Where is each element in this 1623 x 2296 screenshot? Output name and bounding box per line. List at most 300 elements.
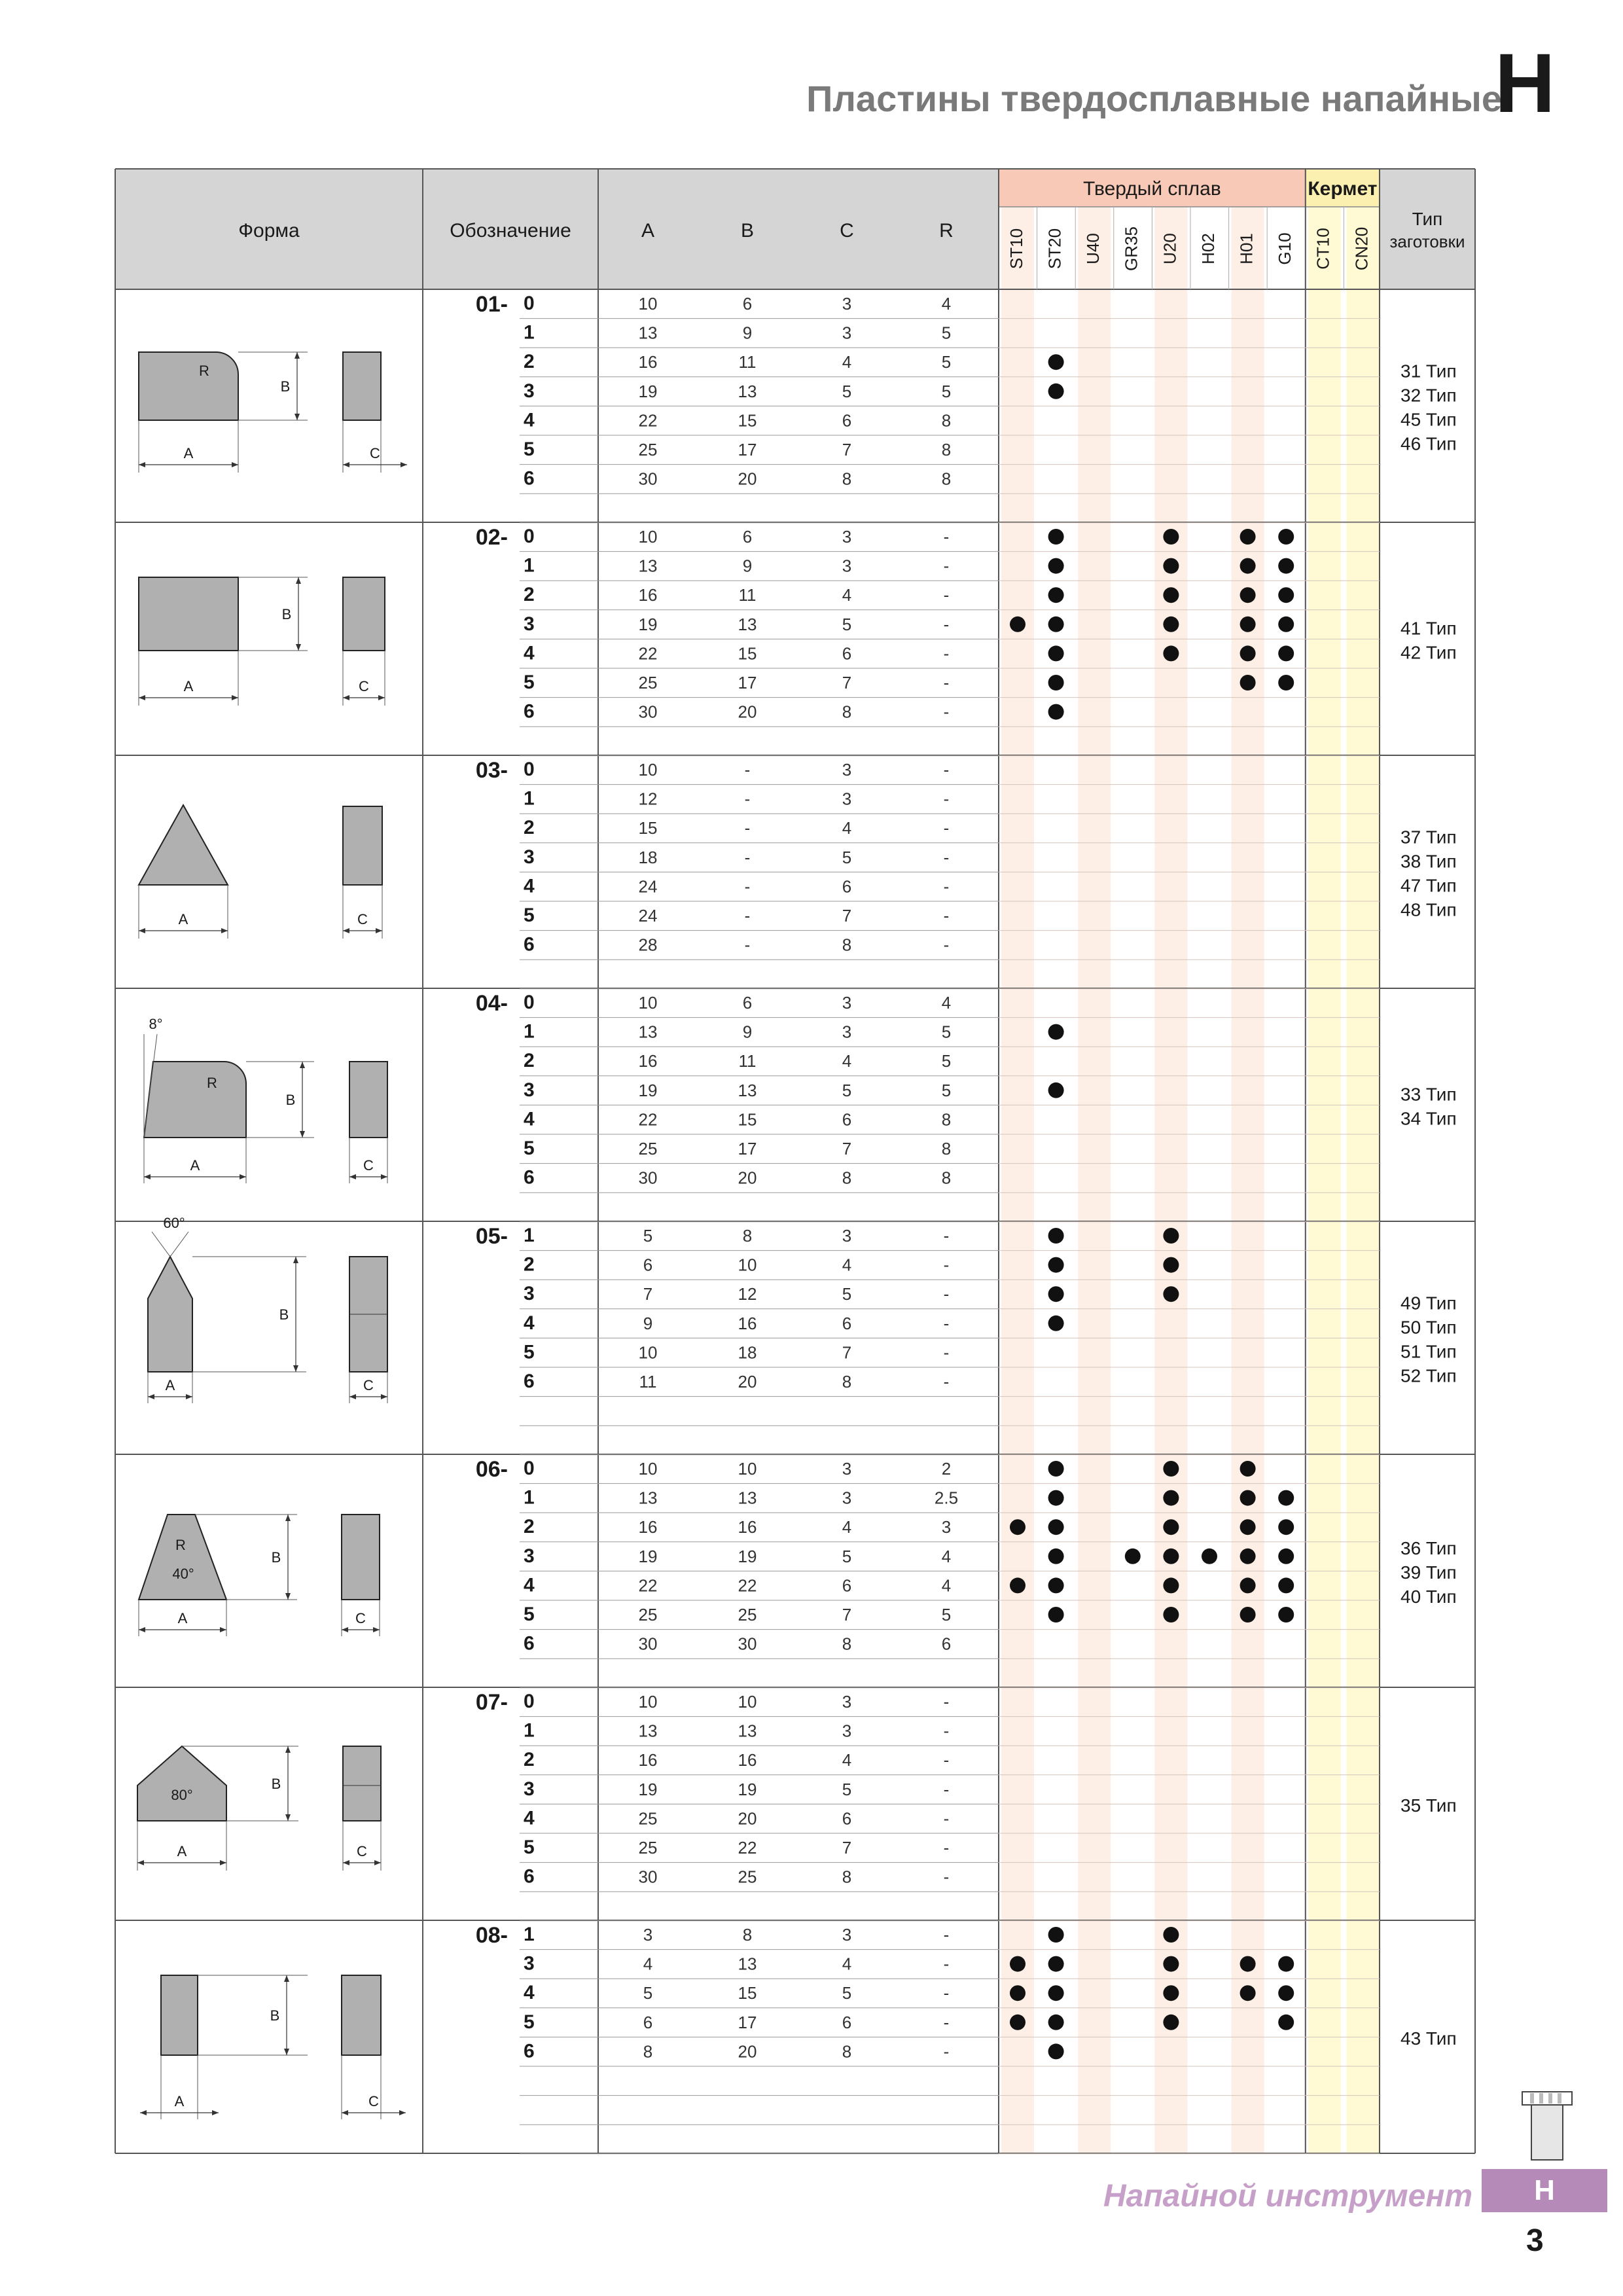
dim-arrow bbox=[294, 414, 300, 420]
blank-type: 34 Тип bbox=[1400, 1108, 1457, 1129]
availability-dot-u20 bbox=[1163, 558, 1179, 574]
header-type-2: заготовки bbox=[1389, 232, 1465, 251]
availability-dot-st20 bbox=[1048, 1985, 1064, 2001]
dim-arrow bbox=[212, 2110, 219, 2115]
dim-value-r: 4 bbox=[941, 294, 952, 314]
dim-value-r: - bbox=[943, 1925, 950, 1945]
availability-dot-u20 bbox=[1163, 645, 1179, 661]
table-row bbox=[524, 1807, 949, 1829]
dim-value-a: 10 bbox=[638, 527, 658, 547]
angle-label: 40° bbox=[172, 1566, 194, 1582]
dim-value-b: 17 bbox=[738, 2012, 757, 2032]
dim-value-c: 7 bbox=[842, 1838, 852, 1857]
table-row bbox=[524, 1866, 949, 1888]
dim-arrow bbox=[220, 1627, 226, 1632]
insert-drawing-01 bbox=[139, 352, 407, 473]
dim-value-c: 4 bbox=[842, 1954, 852, 1974]
row-number: 1 bbox=[524, 1486, 535, 1509]
grade-column-tint bbox=[1308, 207, 1341, 2153]
header-grade-gr35: GR35 bbox=[1121, 226, 1141, 271]
availability-dot-u20 bbox=[1163, 2015, 1179, 2030]
dim-value-c: 7 bbox=[842, 1342, 852, 1363]
table-row bbox=[524, 1458, 1256, 1479]
dim-value-c: 8 bbox=[842, 935, 852, 955]
dim-arrow bbox=[378, 695, 385, 700]
availability-dot-gr35 bbox=[1125, 1549, 1141, 1564]
insert-top-view bbox=[161, 1975, 198, 2055]
table-row bbox=[524, 1691, 949, 1712]
blank-type: 39 Тип bbox=[1400, 1562, 1457, 1583]
dim-value-c: 5 bbox=[842, 1080, 852, 1100]
dim-label: C bbox=[359, 678, 369, 694]
blank-type: 38 Тип bbox=[1400, 851, 1457, 872]
dim-arrow bbox=[401, 462, 407, 467]
tool-head bbox=[1522, 2092, 1572, 2105]
row-number: 6 bbox=[524, 933, 535, 956]
angle-label: 8° bbox=[149, 1016, 163, 1032]
dim-value-b: 22 bbox=[738, 1838, 757, 1857]
header-grade-st20: ST20 bbox=[1044, 228, 1065, 270]
angle-reference-line bbox=[170, 1232, 188, 1257]
dim-value-r: 2 bbox=[941, 1459, 952, 1479]
dim-value-c: 6 bbox=[842, 643, 852, 664]
dim-value-a: 3 bbox=[643, 1925, 653, 1945]
dim-value-b: 15 bbox=[738, 1983, 757, 2003]
availability-dot-st20 bbox=[1048, 529, 1064, 545]
dim-arrow bbox=[148, 1394, 154, 1399]
dim-value-r: 4 bbox=[941, 1575, 952, 1596]
header-grade-st10: ST10 bbox=[1006, 228, 1026, 270]
row-number: 2 bbox=[524, 1516, 535, 1538]
designation-prefix: 07- bbox=[475, 1690, 508, 1715]
availability-dot-st20 bbox=[1048, 1607, 1064, 1623]
dim-value-a: 22 bbox=[638, 410, 658, 431]
dim-value-c: 8 bbox=[842, 1867, 852, 1887]
dim-value-b: 9 bbox=[742, 1022, 753, 1042]
header-grade-g10: G10 bbox=[1275, 232, 1295, 265]
dim-value-c: 8 bbox=[842, 1634, 852, 1654]
dim-value-r: - bbox=[943, 1954, 950, 1974]
dim-value-b: - bbox=[744, 818, 751, 838]
availability-dot-st20 bbox=[1048, 1577, 1064, 1593]
dim-value-r: - bbox=[943, 2041, 950, 2062]
dim-value-b: 16 bbox=[738, 1517, 757, 1537]
row-number: 4 bbox=[524, 1807, 535, 1829]
dim-value-b: - bbox=[744, 906, 751, 925]
dim-value-b: 11 bbox=[738, 352, 757, 372]
insert-side-view bbox=[343, 806, 382, 885]
availability-dot-st20 bbox=[1048, 354, 1064, 370]
table-row bbox=[524, 1633, 951, 1655]
dim-arrow bbox=[285, 1746, 291, 1753]
row-number: 3 bbox=[524, 1778, 535, 1800]
blank-type: 36 Тип bbox=[1400, 1538, 1457, 1558]
availability-dot-h01 bbox=[1240, 1985, 1256, 2001]
dim-value-b: 18 bbox=[738, 1342, 757, 1363]
row-number: 3 bbox=[524, 846, 535, 868]
dim-value-a: 16 bbox=[638, 352, 658, 372]
dim-arrow bbox=[373, 1627, 380, 1632]
dim-value-r: - bbox=[943, 1721, 950, 1741]
page-title: Пластины твердосплавные напайные bbox=[806, 78, 1502, 119]
availability-dot-st20 bbox=[1048, 1228, 1064, 1244]
dim-label: A bbox=[183, 678, 194, 694]
insert-side-view bbox=[343, 352, 381, 420]
dim-value-b: 13 bbox=[738, 381, 757, 401]
header-grade-ct10: CT10 bbox=[1313, 228, 1333, 270]
dim-value-a: 8 bbox=[643, 2041, 653, 2062]
row-number: 6 bbox=[524, 1632, 535, 1655]
row-number: 5 bbox=[524, 905, 535, 926]
dim-value-r: - bbox=[943, 2012, 950, 2032]
availability-dot-g10 bbox=[1278, 1549, 1294, 1564]
header-cermet: Кермет bbox=[1308, 178, 1378, 200]
dim-value-c: 7 bbox=[842, 440, 852, 459]
dim-value-a: 16 bbox=[638, 1517, 658, 1537]
blank-type: 47 Тип bbox=[1400, 875, 1457, 896]
dim-value-c: 4 bbox=[842, 818, 852, 838]
dim-arrow bbox=[144, 1174, 151, 1179]
availability-dot-g10 bbox=[1278, 1956, 1294, 1972]
row-number: 1 bbox=[524, 1924, 535, 1945]
availability-dot-h01 bbox=[1240, 675, 1256, 691]
blank-type: 52 Тип bbox=[1400, 1365, 1457, 1386]
blank-type: 37 Тип bbox=[1400, 827, 1457, 848]
radius-label: R bbox=[207, 1075, 217, 1091]
table-row bbox=[524, 701, 1064, 723]
insert-top-view bbox=[139, 805, 228, 885]
availability-dot-g10 bbox=[1278, 1519, 1294, 1535]
table-row bbox=[524, 1749, 949, 1770]
tool-tooth bbox=[1548, 2093, 1552, 2104]
dim-arrow bbox=[293, 1365, 298, 1372]
radius-label: R bbox=[175, 1537, 186, 1553]
dim-value-r: 8 bbox=[941, 469, 952, 489]
row-number: 5 bbox=[524, 2011, 535, 2033]
availability-dot-h01 bbox=[1240, 1956, 1256, 1972]
insert-top-view bbox=[139, 352, 238, 420]
table-row bbox=[524, 1720, 949, 1742]
row-number: 2 bbox=[524, 817, 535, 839]
row-number: 0 bbox=[524, 992, 535, 1013]
blank-type: 32 Тип bbox=[1400, 385, 1457, 406]
dim-value-c: 8 bbox=[842, 1168, 852, 1188]
availability-dot-st20 bbox=[1048, 1956, 1064, 1972]
radius-label: R bbox=[199, 363, 209, 379]
availability-dot-u20 bbox=[1163, 1257, 1179, 1273]
dim-arrow bbox=[232, 695, 238, 700]
dim-value-a: 25 bbox=[638, 440, 658, 459]
dim-value-b: 6 bbox=[742, 527, 753, 547]
dim-value-c: 5 bbox=[842, 1284, 852, 1304]
header-dim-r: R bbox=[939, 220, 954, 242]
dim-value-a: 22 bbox=[638, 1575, 658, 1596]
dim-value-c: 4 bbox=[842, 585, 852, 605]
dim-value-c: 8 bbox=[842, 1372, 852, 1391]
dim-value-r: 5 bbox=[941, 352, 952, 372]
dim-value-b: 9 bbox=[742, 556, 753, 576]
dim-value-c: 6 bbox=[842, 1575, 852, 1596]
dim-label: A bbox=[190, 1157, 200, 1174]
row-number: 5 bbox=[524, 1341, 535, 1363]
dim-arrow bbox=[381, 1174, 387, 1179]
dim-value-c: 6 bbox=[842, 2012, 852, 2032]
availability-dot-st20 bbox=[1048, 675, 1064, 691]
dim-value-c: 6 bbox=[842, 876, 852, 897]
dim-value-c: 5 bbox=[842, 1779, 852, 1799]
dim-value-r: - bbox=[943, 614, 950, 634]
dim-value-b: 10 bbox=[738, 1459, 757, 1479]
availability-dot-st20 bbox=[1048, 1461, 1064, 1477]
dim-value-r: - bbox=[943, 1808, 950, 1829]
designation-prefix: 03- bbox=[475, 758, 508, 783]
insert-drawing-04 bbox=[144, 1016, 387, 1183]
dim-value-c: 3 bbox=[842, 1022, 852, 1042]
dim-value-r: - bbox=[943, 1226, 950, 1246]
row-number: 0 bbox=[524, 293, 535, 314]
dim-arrow bbox=[300, 1131, 305, 1138]
dim-value-b: 15 bbox=[738, 410, 757, 431]
insert-top-view bbox=[144, 1062, 246, 1138]
dim-arrow bbox=[186, 1394, 192, 1399]
dim-value-b: 17 bbox=[738, 1139, 757, 1158]
row-number: 5 bbox=[524, 439, 535, 460]
row-number: 1 bbox=[524, 787, 535, 810]
designation-prefix: 05- bbox=[475, 1224, 508, 1249]
availability-dot-st20 bbox=[1048, 587, 1064, 603]
dim-value-c: 3 bbox=[842, 1692, 852, 1712]
insert-drawing-08 bbox=[140, 1975, 406, 2119]
dim-value-a: 19 bbox=[638, 381, 658, 401]
dim-value-c: 8 bbox=[842, 702, 852, 722]
dim-value-c: 3 bbox=[842, 1488, 852, 1508]
availability-dot-h01 bbox=[1240, 617, 1256, 632]
dim-label: A bbox=[165, 1377, 175, 1393]
dim-value-a: 24 bbox=[638, 906, 658, 925]
dim-value-b: 13 bbox=[738, 1954, 757, 1974]
dim-value-b: 10 bbox=[738, 1692, 757, 1712]
dim-value-c: 3 bbox=[842, 1459, 852, 1479]
table-row bbox=[524, 1778, 949, 1800]
availability-dot-u20 bbox=[1163, 1286, 1179, 1302]
dim-value-b: - bbox=[744, 760, 751, 780]
blank-type: 31 Тип bbox=[1400, 361, 1457, 382]
dim-value-a: 10 bbox=[638, 294, 658, 314]
dim-arrow bbox=[285, 1593, 291, 1600]
availability-dot-g10 bbox=[1278, 587, 1294, 603]
header-grade-cn20: CN20 bbox=[1351, 226, 1372, 271]
availability-dot-u20 bbox=[1163, 587, 1179, 603]
dim-arrow bbox=[140, 2110, 147, 2115]
dim-arrow bbox=[221, 928, 228, 933]
tool-tooth bbox=[1558, 2093, 1561, 2104]
designation-prefix: 06- bbox=[475, 1457, 508, 1482]
dim-value-c: 4 bbox=[842, 1255, 852, 1275]
table-row bbox=[524, 934, 949, 956]
insert-top-view bbox=[139, 577, 238, 651]
dim-value-a: 10 bbox=[638, 993, 658, 1013]
dim-value-b: 15 bbox=[738, 1109, 757, 1130]
dim-arrow bbox=[381, 1394, 387, 1399]
dim-value-b: 20 bbox=[738, 469, 757, 489]
dim-value-r: 5 bbox=[941, 323, 952, 343]
header-forma: Форма bbox=[238, 220, 300, 242]
row-number: 6 bbox=[524, 1166, 535, 1189]
dim-label: C bbox=[357, 1843, 367, 1859]
dim-value-b: 30 bbox=[738, 1634, 757, 1654]
group-08 bbox=[115, 1923, 1475, 2154]
dim-label: A bbox=[174, 2093, 185, 2109]
dim-value-r: - bbox=[943, 760, 950, 780]
availability-dot-g10 bbox=[1278, 645, 1294, 661]
insert-side-view bbox=[342, 1515, 380, 1600]
dim-value-b: - bbox=[744, 935, 751, 955]
row-number: 4 bbox=[524, 409, 535, 431]
table-row bbox=[524, 439, 951, 460]
dim-value-r: 8 bbox=[941, 410, 952, 431]
table-row bbox=[524, 788, 949, 810]
dim-value-c: 7 bbox=[842, 906, 852, 925]
dim-arrow bbox=[342, 1627, 348, 1632]
row-number: 4 bbox=[524, 1312, 535, 1334]
header-grade-u20: U20 bbox=[1160, 233, 1180, 264]
dim-value-c: 3 bbox=[842, 556, 852, 576]
dim-value-b: 8 bbox=[742, 1925, 753, 1945]
dim-arrow bbox=[296, 644, 301, 651]
dim-value-r: - bbox=[943, 1750, 950, 1770]
availability-dot-st20 bbox=[1048, 384, 1064, 399]
dim-arrow bbox=[293, 1257, 298, 1263]
dim-value-c: 4 bbox=[842, 1750, 852, 1770]
dim-value-b: - bbox=[744, 789, 751, 809]
availability-dot-u20 bbox=[1163, 1228, 1179, 1244]
blank-type: 51 Тип bbox=[1400, 1341, 1457, 1362]
dim-value-c: 7 bbox=[842, 673, 852, 692]
dim-arrow bbox=[232, 462, 238, 467]
dim-value-b: 20 bbox=[738, 1808, 757, 1829]
row-number: 2 bbox=[524, 351, 535, 373]
availability-dot-h01 bbox=[1240, 1607, 1256, 1623]
availability-dot-u20 bbox=[1163, 1461, 1179, 1477]
row-number: 0 bbox=[524, 526, 535, 547]
table-row bbox=[524, 409, 951, 431]
row-number: 6 bbox=[524, 1371, 535, 1392]
dim-label: B bbox=[280, 378, 291, 395]
row-number: 5 bbox=[524, 672, 535, 693]
dim-label: C bbox=[363, 1377, 374, 1393]
dim-value-a: 4 bbox=[643, 1954, 653, 1974]
dim-arrow bbox=[300, 1062, 305, 1068]
dim-value-b: 6 bbox=[742, 294, 753, 314]
row-number: 4 bbox=[524, 1982, 535, 2004]
dim-value-a: 6 bbox=[643, 1255, 653, 1275]
group-07 bbox=[115, 1690, 1475, 1921]
dim-value-r: - bbox=[943, 876, 950, 897]
table-row bbox=[524, 2040, 1064, 2062]
table-row bbox=[524, 1341, 949, 1363]
availability-dot-h01 bbox=[1240, 1461, 1256, 1477]
dim-arrow bbox=[343, 1860, 349, 1865]
dim-value-a: 30 bbox=[638, 469, 658, 489]
dim-value-r: 5 bbox=[941, 381, 952, 401]
angle-label: 80° bbox=[171, 1787, 193, 1803]
dim-value-a: 19 bbox=[638, 1546, 658, 1566]
tool-tooth bbox=[1539, 2093, 1543, 2104]
dim-label: B bbox=[271, 1549, 281, 1566]
dim-label: C bbox=[355, 1610, 366, 1626]
dim-label: B bbox=[271, 1776, 281, 1792]
dim-value-b: 13 bbox=[738, 1080, 757, 1100]
row-number: 5 bbox=[524, 1138, 535, 1159]
row-number: 0 bbox=[524, 759, 535, 780]
header-grade-h01: H01 bbox=[1236, 233, 1257, 264]
dim-arrow bbox=[139, 462, 145, 467]
dim-value-b: 10 bbox=[738, 1255, 757, 1275]
availability-dot-st10 bbox=[1010, 617, 1026, 632]
availability-dot-st10 bbox=[1010, 1956, 1026, 1972]
dim-value-a: 30 bbox=[638, 702, 658, 722]
dim-arrow bbox=[374, 1860, 381, 1865]
blank-type: 40 Тип bbox=[1400, 1587, 1457, 1607]
row-number: 2 bbox=[524, 1749, 535, 1771]
dim-value-c: 3 bbox=[842, 1721, 852, 1741]
dim-arrow bbox=[139, 928, 145, 933]
table-row bbox=[524, 1138, 951, 1159]
dim-value-c: 3 bbox=[842, 1226, 852, 1246]
dim-value-a: 10 bbox=[638, 1692, 658, 1712]
availability-dot-st20 bbox=[1048, 1490, 1064, 1506]
dim-value-b: - bbox=[744, 876, 751, 897]
dim-value-c: 6 bbox=[842, 410, 852, 431]
dim-value-c: 4 bbox=[842, 352, 852, 372]
availability-dot-h01 bbox=[1240, 645, 1256, 661]
dim-label: C bbox=[363, 1157, 374, 1174]
dim-value-a: 28 bbox=[638, 935, 658, 955]
grade-column-tint bbox=[1001, 207, 1034, 2153]
row-number: 0 bbox=[524, 1691, 535, 1712]
dim-arrow bbox=[399, 2110, 406, 2115]
availability-dot-st20 bbox=[1048, 1257, 1064, 1273]
availability-dot-st20 bbox=[1048, 1083, 1064, 1098]
blank-type: 48 Тип bbox=[1400, 899, 1457, 920]
dim-arrow bbox=[139, 695, 145, 700]
availability-dot-g10 bbox=[1278, 617, 1294, 632]
availability-dot-g10 bbox=[1278, 558, 1294, 574]
dim-arrow bbox=[294, 352, 300, 359]
dim-value-b: 11 bbox=[738, 1051, 757, 1071]
availability-dot-st20 bbox=[1048, 1316, 1064, 1331]
dim-value-a: 25 bbox=[638, 1605, 658, 1624]
dim-value-r: - bbox=[943, 1284, 950, 1304]
table-row bbox=[524, 759, 949, 780]
availability-dot-st10 bbox=[1010, 1519, 1026, 1535]
dim-value-a: 12 bbox=[638, 789, 658, 809]
dim-value-r: - bbox=[943, 1342, 950, 1363]
dim-value-a: 13 bbox=[638, 323, 658, 343]
dim-value-r: 3 bbox=[941, 1517, 952, 1537]
dim-value-c: 3 bbox=[842, 294, 852, 314]
availability-dot-u20 bbox=[1163, 529, 1179, 545]
insert-top-view bbox=[137, 1746, 226, 1821]
dim-value-c: 5 bbox=[842, 1983, 852, 2003]
availability-dot-st20 bbox=[1048, 1927, 1064, 1943]
dim-value-r: - bbox=[943, 556, 950, 576]
table-row bbox=[524, 1371, 949, 1392]
availability-dot-h01 bbox=[1240, 558, 1256, 574]
dim-value-c: 5 bbox=[842, 614, 852, 634]
dim-value-r: - bbox=[943, 1983, 950, 2003]
dim-value-r: - bbox=[943, 789, 950, 809]
